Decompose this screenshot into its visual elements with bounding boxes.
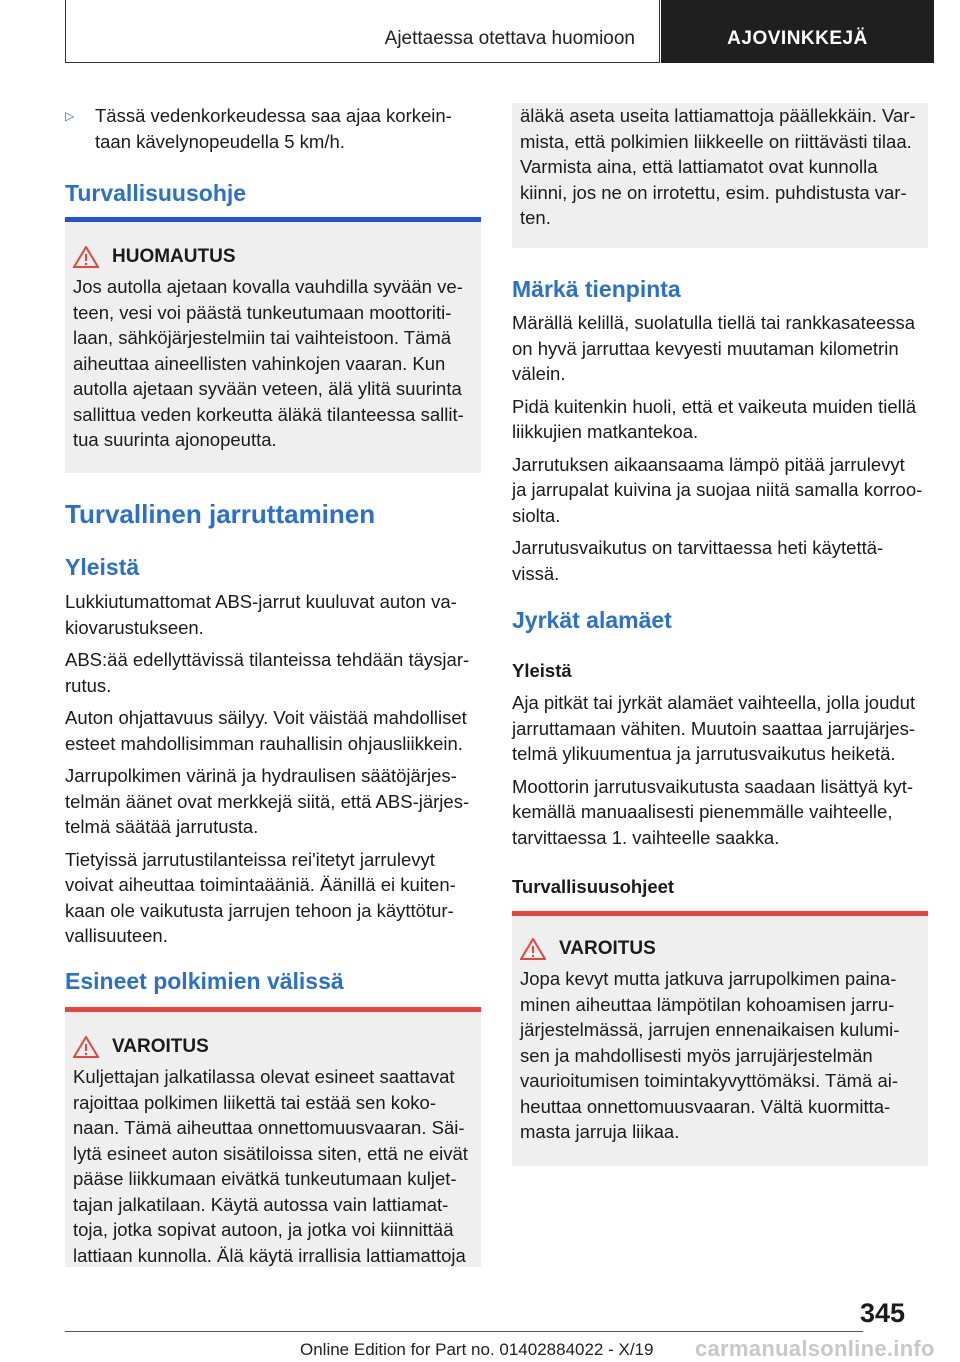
- bullet-item: [95, 103, 485, 154]
- paragraph: [65, 647, 481, 698]
- notice-line: laan, sähköjärjestelmiin tai vaihteistoon. Tämä: [73, 327, 452, 348]
- footer-edition: Online Edition for Part no. 01402884022 - X/19: [300, 1340, 654, 1359]
- notice-line: aiheuttaa aineellisten vahinkojen vaaran. Kun: [73, 352, 446, 374]
- notice-header: [65, 246, 481, 268]
- text-line: vallisuuteen.: [65, 925, 168, 946]
- notice-body: [65, 268, 481, 453]
- body-text: [512, 310, 928, 586]
- notice-line: tajan jalkatilaan. Käytä autossa vain lattiamat-: [73, 1193, 449, 1215]
- notice-line: äläkä aseta useita lattiamattoja päällekkäin. Var-: [520, 105, 916, 126]
- notice-header: [65, 1036, 481, 1058]
- paragraph: [512, 310, 928, 387]
- notice-line: sallittua veden korkeutta äläkä tilanteessa sallit-: [73, 403, 464, 425]
- notice-line: teen, vesi voi päästä tunkeutumaan moottoriti-: [73, 301, 452, 323]
- safety-instructions-heading: Turvallisuusohjeet: [512, 876, 675, 897]
- notice-line: tua suurinta ajonopeutta.: [73, 429, 277, 450]
- text-line: Jarrupolkimen värinä ja hydraulisen säätöjärjes-: [65, 765, 457, 786]
- notice-line: Varmista aina, että lattiamatot ovat kunnolla: [520, 156, 878, 177]
- text-line: telmän äänet ovat merkkejä siitä, että ABS-järjes-: [65, 790, 470, 812]
- paragraph: [65, 847, 481, 949]
- wet-road-heading: Märkä tienpinta: [512, 276, 681, 302]
- notice-box: [65, 222, 481, 473]
- text-line: esteet mahdollisimman rauhallisin ohjausliikkein.: [65, 732, 463, 754]
- notice-title: VAROITUS: [112, 1036, 209, 1057]
- notice-line: kiinni, jos ne on irrotettu, esim. puhdistusta var-: [520, 181, 907, 203]
- notice-title: VAROITUS: [559, 938, 656, 959]
- text-line: Jarrutusvaikutus on tarvittaessa heti käytettä-: [512, 537, 884, 558]
- text-line: telmä säätää jarrutusta.: [65, 816, 259, 837]
- notice-line: rajoittaa polkimen liikettä tai estää sen koko-: [73, 1091, 436, 1113]
- body-text: [512, 690, 928, 850]
- warning-box-continued: [512, 103, 928, 248]
- text-line: kemällä manuaalisesti pienemmälle vaihteelle,: [512, 801, 893, 822]
- notice-body: [512, 960, 928, 1145]
- safety-heading: Turvallisuusohje: [65, 180, 247, 206]
- text-line: Jarrutuksen aikaansaama lämpö pitää jarrulevyt: [512, 453, 905, 475]
- objects-heading: Esineet polkimien välissä: [65, 968, 344, 994]
- text-line: vissä.: [512, 562, 560, 584]
- text-line: kaan ole vaikutusta jarrujen tehoon ja käyttötur-: [65, 899, 454, 921]
- footer-divider: [65, 1331, 863, 1332]
- text-line: Lukkiutumattomat ABS-jarrut kuuluvat auton va-: [65, 591, 457, 612]
- notice-line: masta jarruja liikaa.: [520, 1121, 680, 1142]
- watermark: carmanualsonline.info: [695, 1336, 935, 1361]
- slopes-heading: Jyrkät alamäet: [512, 607, 672, 633]
- paragraph: [65, 763, 481, 840]
- page-number: 345: [860, 1298, 906, 1328]
- notice-line: pääse liikkumaan eivätkä tunkeutumaan kuljet-: [73, 1168, 457, 1189]
- notice-header: [512, 938, 928, 960]
- warning-box: [65, 1012, 481, 1267]
- notice-body: [65, 1058, 481, 1268]
- text-line: Pidä kuitenkin huoli, että et vaikeuta muiden tiellä: [512, 395, 917, 417]
- bullet-line: taan kävelynopeudella 5 km/h.: [95, 130, 345, 152]
- paragraph: [65, 589, 481, 640]
- warning-triangle-icon: [73, 1036, 99, 1058]
- warning-triangle-icon: [520, 938, 546, 960]
- text-line: kiovarustukseen.: [65, 616, 204, 638]
- notice-line: autolla ajetaan syvään veteen, älä ylitä suurinta: [73, 378, 462, 399]
- text-line: siolta.: [512, 504, 561, 526]
- notice-line: Jopa kevyt mutta jatkuva jarrupolkimen paina-: [520, 968, 897, 989]
- paragraph: [512, 690, 928, 767]
- notice-line: minen aiheuttaa lämpötilan kohoamisen jarru-: [520, 993, 895, 1015]
- paragraph: [512, 452, 928, 529]
- body-text: [65, 589, 481, 949]
- notice-line: Kuljettajan jalkatilassa olevat esineet saattavat: [73, 1066, 455, 1087]
- notice-line: lytä esineet auton sisätiloissa siten, että ne eivät: [73, 1142, 468, 1164]
- text-line: voivat aiheuttaa toimintaääniä. Äänillä ei kuiten-: [65, 874, 456, 895]
- text-line: tarvittaessa 1. vaihteelle saakka.: [512, 826, 780, 848]
- text-line: rutus.: [65, 674, 112, 696]
- paragraph: [512, 394, 928, 445]
- text-line: ja jarrupalat kuivina ja suojaa niitä samalla korroo-: [512, 479, 923, 500]
- notice-line: toja, jotka sopivat autoon, ja jotka voi kiinnittää: [73, 1219, 454, 1240]
- notice-line: heuttaa onnettomuusvaaran. Vältä kuormitta-: [520, 1095, 891, 1117]
- text-line: ABS:ää edellyttävissä tilanteissa tehdään täysjar-: [65, 649, 470, 670]
- section-title: Ajettaessa otettava huomioon: [384, 28, 635, 49]
- slopes-general-heading: Yleistä: [512, 660, 572, 681]
- text-line: välein.: [512, 363, 566, 384]
- notice-body: [512, 103, 928, 231]
- bullet-marker: [65, 107, 74, 125]
- warning-box: [512, 916, 928, 1166]
- text-line: liikkujien matkantekoa.: [512, 421, 699, 442]
- text-line: Aja pitkät tai jyrkät alamäet vaihteella, jolla joudut: [512, 692, 916, 713]
- triangle-bullet-icon: ▷: [65, 109, 75, 123]
- notice-title: HUOMAUTUS: [112, 246, 236, 267]
- text-line: on hyvä jarruttaa kevyesti muutaman kilometrin: [512, 337, 899, 359]
- notice-line: Jos autolla ajetaan kovalla vauhdilla syvään ve-: [73, 276, 463, 297]
- notice-line: mista, että polkimien liikkeelle on riittävästi tilaa.: [520, 130, 912, 152]
- text-line: Tietyissä jarrutustilanteissa rei'itetyt jarrulevyt: [65, 848, 435, 870]
- notice-line: vaurioitumisen toimintakyvyttömäksi. Tämä ai-: [520, 1070, 899, 1091]
- text-line: telmä ylikuumentua ja jarrutusvaikutus heiketä.: [512, 743, 896, 764]
- notice-line: järjestelmässä, jarrujen ennenaikaisen kulumi-: [520, 1019, 900, 1040]
- paragraph: [512, 774, 928, 851]
- text-line: jarruttamaan vähiten. Muutoin saattaa jarrujärjes-: [512, 717, 916, 739]
- warning-triangle-icon: [73, 246, 99, 268]
- paragraph: [65, 705, 481, 756]
- bullet-line: Tässä vedenkorkeudessa saa ajaa korkein-: [95, 105, 452, 126]
- notice-line: ten.: [520, 207, 551, 228]
- general-heading: Yleistä: [65, 554, 140, 580]
- main-heading: Turvallinen jarruttaminen: [65, 499, 376, 529]
- text-line: Moottorin jarrutusvaikutusta saadaan lisättyä kyt-: [512, 775, 914, 797]
- notice-line: naan. Tämä aiheuttaa onnettomuusvaaran. Säi-: [73, 1117, 465, 1138]
- text-line: Märällä kelillä, suolatulla tiellä tai rankkasateessa: [512, 312, 916, 333]
- paragraph: [512, 535, 928, 586]
- chapter-tab: AJOVINKKEJÄ: [661, 0, 934, 63]
- notice-line: sen ja mahdollisesti myös jarrujärjestelmän: [520, 1044, 873, 1066]
- notice-line: lattiaan kunnolla. Älä käytä irrallisia lattiamattoja: [73, 1244, 466, 1266]
- text-line: Auton ohjattavuus säilyy. Voit väistää mahdolliset: [65, 707, 467, 728]
